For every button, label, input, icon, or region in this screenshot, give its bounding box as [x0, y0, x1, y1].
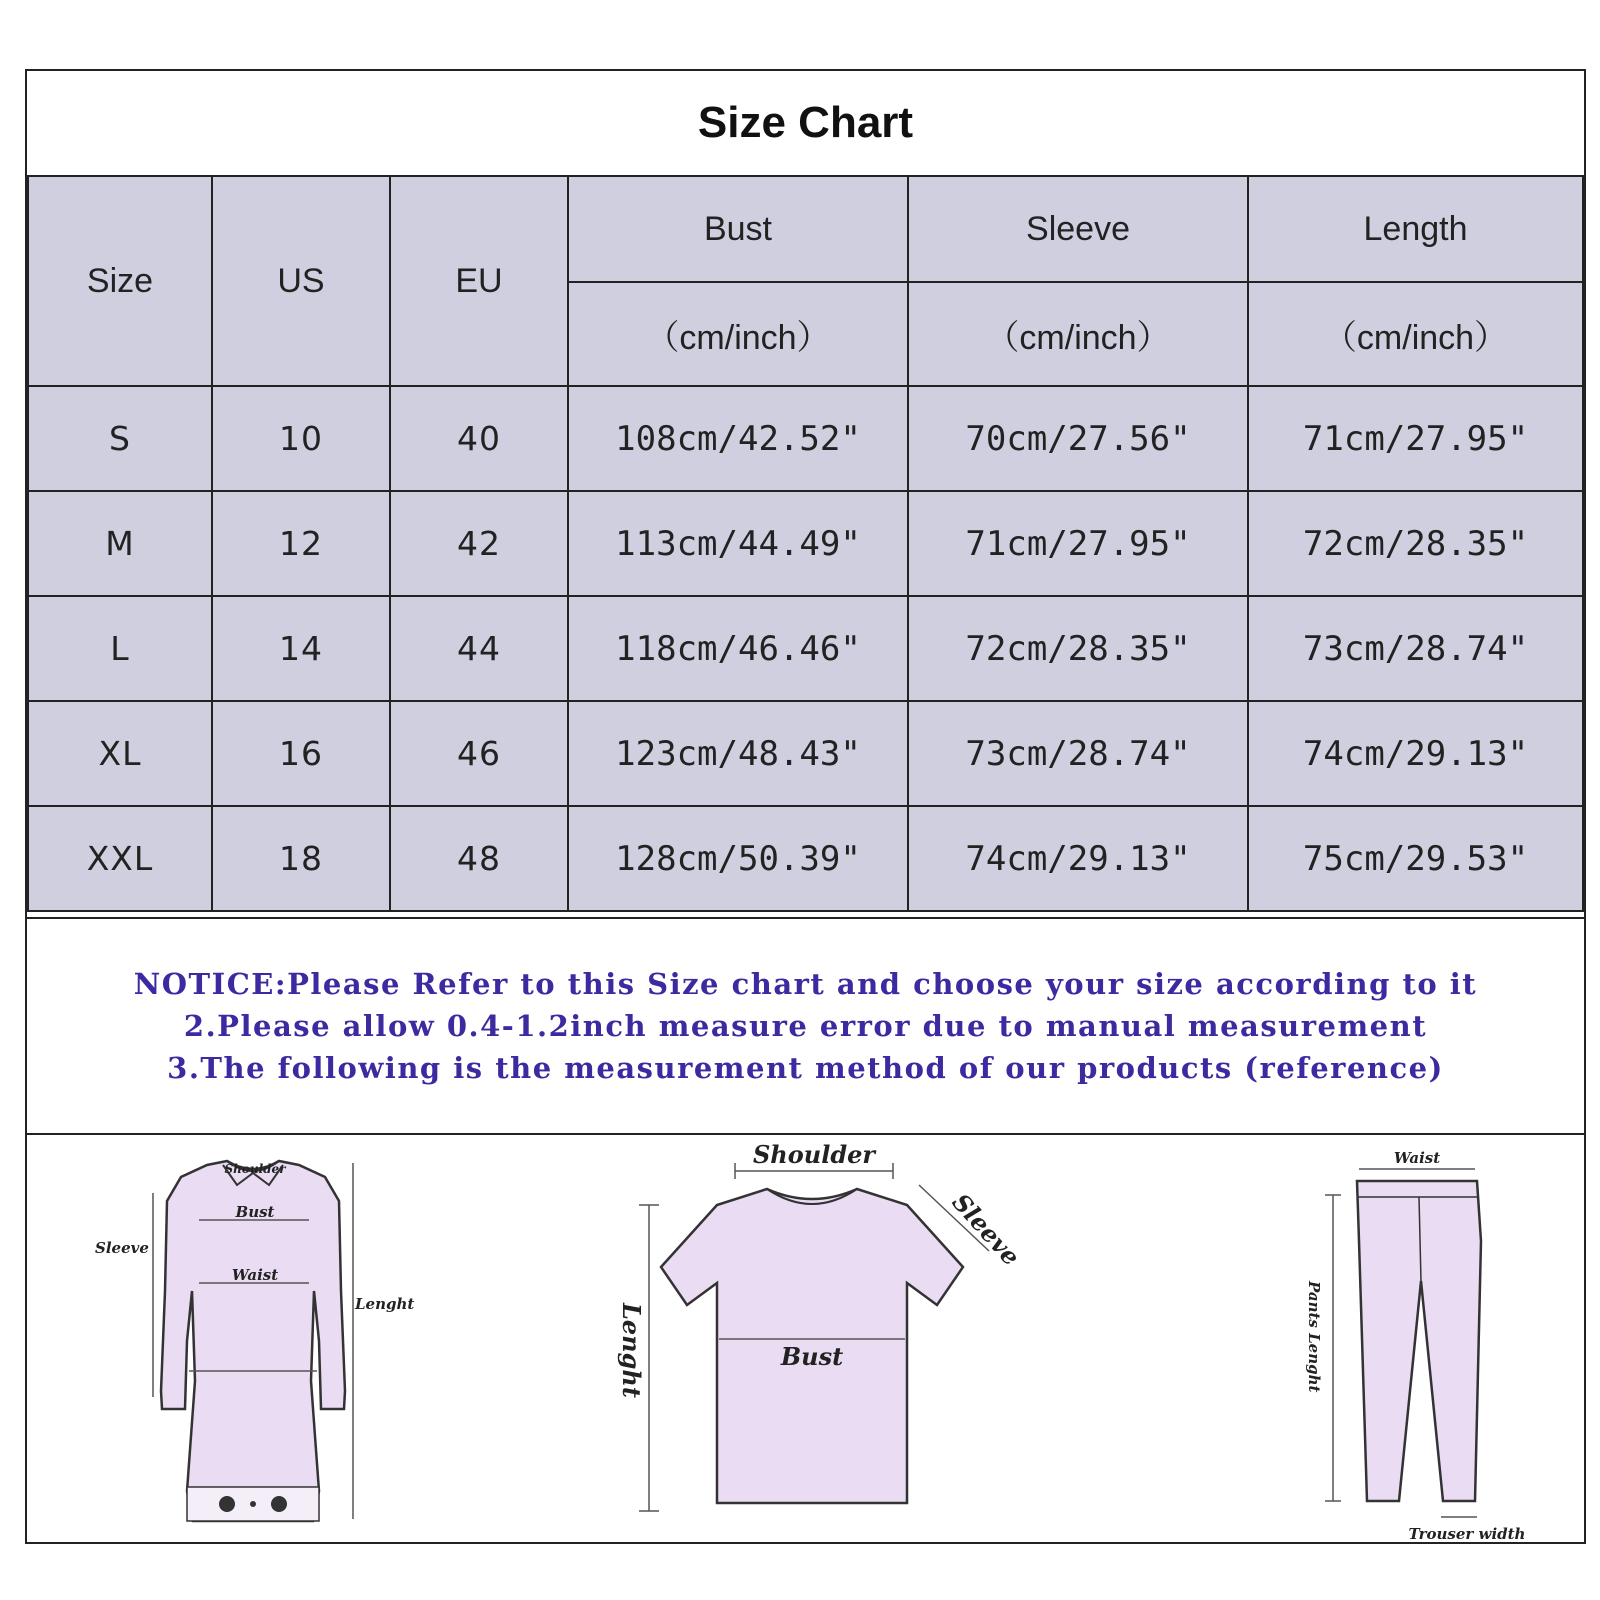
tshirt-sleeve-label: Sleeve — [946, 1187, 1026, 1272]
table-row — [28, 386, 1583, 491]
measurement-diagrams — [27, 1133, 1584, 1542]
header-row — [28, 176, 1583, 282]
header-bust-unit: （cm/inch） — [568, 282, 908, 386]
cell-length: 75cm/29.53" — [1248, 806, 1583, 911]
cell-us: 10 — [212, 386, 390, 491]
tshirt-bust-label: Bust — [780, 1342, 844, 1371]
cell-eu: 40 — [390, 386, 568, 491]
tshirt-diagram — [607, 1133, 1027, 1533]
page-title: Size Chart — [697, 98, 914, 147]
cell-sleeve: 72cm/28.35" — [908, 596, 1248, 701]
size-chart-frame — [25, 69, 1586, 1544]
cell-eu: 44 — [390, 596, 568, 701]
dress-length-label: Lenght — [355, 1295, 415, 1313]
header-eu: EU — [390, 176, 568, 386]
cell-sleeve: 74cm/29.13" — [908, 806, 1248, 911]
header-bust: Bust — [568, 176, 908, 282]
cell-bust: 108cm/42.52" — [568, 386, 908, 491]
cell-sleeve: 70cm/27.56" — [908, 386, 1248, 491]
size-table — [27, 175, 1584, 912]
dress-bust-label: Bust — [235, 1203, 275, 1221]
cell-bust: 118cm/46.46" — [568, 596, 908, 701]
notice-line-3: 3.The following is the measurement method of our products (reference) — [167, 1051, 1444, 1085]
cell-us: 16 — [212, 701, 390, 806]
header-length: Length — [1248, 176, 1583, 282]
title-row — [27, 71, 1584, 177]
notice-line-1: NOTICE:Please Refer to this Size chart and choose your size according to it — [133, 967, 1478, 1001]
table-row — [28, 701, 1583, 806]
cell-sleeve: 71cm/27.95" — [908, 491, 1248, 596]
cell-length: 72cm/28.35" — [1248, 491, 1583, 596]
header-sleeve: Sleeve — [908, 176, 1248, 282]
cell-length: 71cm/27.95" — [1248, 386, 1583, 491]
notice-block — [27, 917, 1584, 1135]
cell-us: 14 — [212, 596, 390, 701]
header-length-unit: （cm/inch） — [1248, 282, 1583, 386]
pants-waist-label: Waist — [1393, 1149, 1441, 1167]
cell-size: L — [28, 596, 212, 701]
trouser-width-label: Trouser width — [1408, 1525, 1526, 1541]
cell-us: 18 — [212, 806, 390, 911]
cell-eu: 48 — [390, 806, 568, 911]
dress-diagram — [57, 1141, 437, 1541]
cell-size: M — [28, 491, 212, 596]
pants-illustration — [1297, 1141, 1557, 1541]
pants-diagram — [1297, 1141, 1557, 1541]
cell-bust: 113cm/44.49" — [568, 491, 908, 596]
cell-size: XXL — [28, 806, 212, 911]
dress-waist-label: Waist — [231, 1266, 279, 1284]
cell-us: 12 — [212, 491, 390, 596]
cell-eu: 46 — [390, 701, 568, 806]
cell-length: 73cm/28.74" — [1248, 596, 1583, 701]
table-row — [28, 491, 1583, 596]
tshirt-illustration — [607, 1133, 1027, 1533]
cell-eu: 42 — [390, 491, 568, 596]
tshirt-shoulder-label: Shoulder — [752, 1140, 876, 1169]
pants-length-label: Pants Lenght — [1305, 1281, 1323, 1393]
cell-size: S — [28, 386, 212, 491]
header-size: Size — [28, 176, 212, 386]
table-row — [28, 596, 1583, 701]
dress-illustration — [57, 1141, 437, 1541]
cell-bust: 128cm/50.39" — [568, 806, 908, 911]
header-sleeve-unit: （cm/inch） — [908, 282, 1248, 386]
dress-shoulder-label: Shoulder — [224, 1162, 286, 1176]
table-row — [28, 806, 1583, 911]
header-us: US — [212, 176, 390, 386]
cell-length: 74cm/29.13" — [1248, 701, 1583, 806]
cell-bust: 123cm/48.43" — [568, 701, 908, 806]
tshirt-length-label: Lenght — [617, 1303, 646, 1398]
dress-sleeve-label: Sleeve — [95, 1239, 149, 1257]
cell-size: XL — [28, 701, 212, 806]
notice-line-2: 2.Please allow 0.4-1.2inch measure error due to manual measurement — [183, 1009, 1428, 1043]
cell-sleeve: 73cm/28.74" — [908, 701, 1248, 806]
